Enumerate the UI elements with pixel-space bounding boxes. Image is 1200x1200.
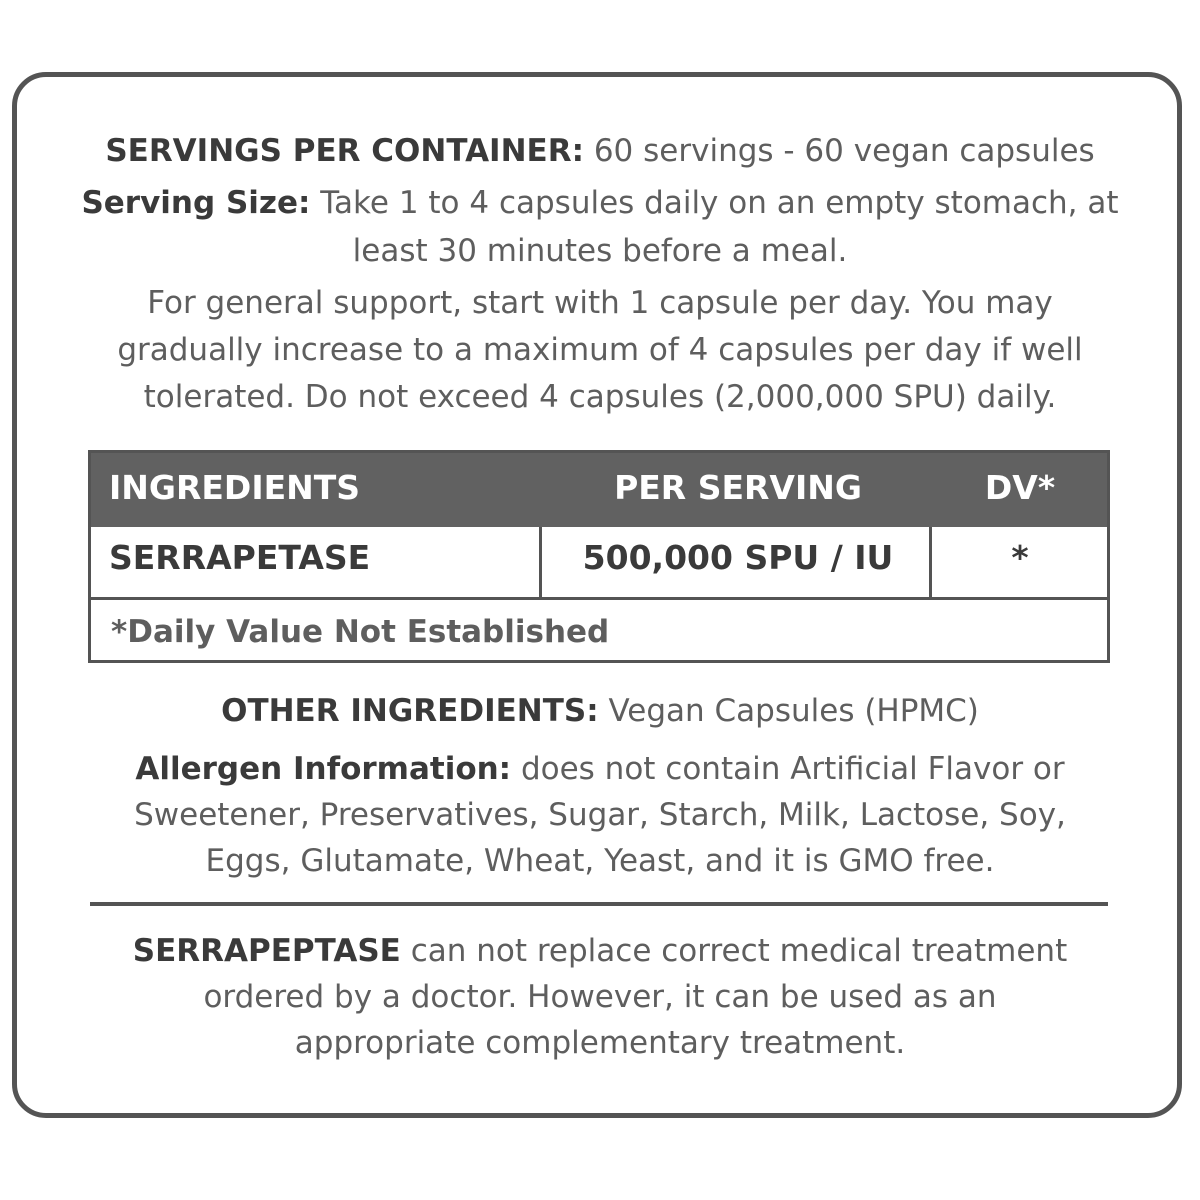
allergen-line3: Eggs, Glutamate, Wheat, Yeast, and it is GMO free. (205, 843, 995, 879)
row-divider (91, 597, 1107, 600)
dv-value: * (1011, 538, 1029, 577)
serving-size-line2: least 30 minutes before a meal. (352, 233, 848, 269)
disclaimer-label: SERRAPEPTASE (132, 933, 401, 969)
serving-size (0, 183, 1200, 223)
serving-size-text: Take 1 to 4 capsules daily on an empty stomach, at (310, 185, 1119, 221)
column-divider (539, 527, 542, 597)
disclaimer-line1 (0, 931, 1200, 971)
column-divider (929, 527, 932, 597)
allergen-line1 (0, 749, 1200, 789)
servings-value: 60 servings - 60 vegan capsules (583, 133, 1095, 169)
header-per-serving: PER SERVING (614, 468, 862, 507)
disclaimer-text: can not replace correct medical treatment (400, 933, 1068, 969)
disclaimer-line2: ordered by a doctor. However, it can be used as an (203, 979, 997, 1015)
servings-per-container (0, 131, 1200, 171)
header-ingredients: INGREDIENTS (109, 468, 361, 507)
other-ingredients (0, 691, 1200, 731)
disclaimer-line3: appropriate complementary treatment. (294, 1025, 906, 1061)
other-ingredients-value: Vegan Capsules (HPMC) (598, 693, 979, 729)
other-ingredients-label: OTHER INGREDIENTS: (221, 693, 599, 729)
support-line2: gradually increase to a maximum of 4 capsules per day if well (117, 332, 1083, 368)
allergen-text: does not contain Artificial Flavor or (511, 751, 1065, 787)
per-serving-value: 500,000 SPU / IU (582, 538, 894, 577)
header-dv: DV* (984, 468, 1056, 507)
support-line3: tolerated. Do not exceed 4 capsules (2,000,000 SPU) daily. (143, 379, 1057, 415)
section-divider (90, 902, 1108, 906)
ingredient-name: SERRAPETASE (109, 538, 371, 577)
supplement-facts-table (88, 450, 1110, 663)
allergen-label: Allergen Information: (135, 751, 512, 787)
allergen-line2: Sweetener, Preservatives, Sugar, Starch, Milk, Lactose, Soy, (134, 797, 1066, 833)
support-line1: For general support, start with 1 capsule per day. You may (147, 285, 1053, 321)
servings-label: SERVINGS PER CONTAINER: (105, 133, 584, 169)
daily-value-footnote: *Daily Value Not Established (111, 614, 610, 650)
serving-size-label: Serving Size: (81, 185, 311, 221)
